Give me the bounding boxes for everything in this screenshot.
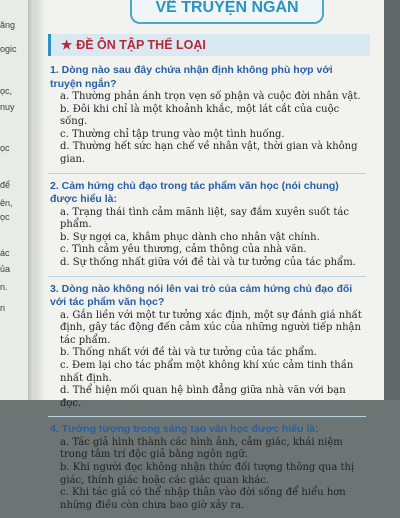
question-text: 2. Cảm hứng chủ đạo trong tác phẩm văn học (nói chung) được hiểu là: bbox=[50, 179, 339, 206]
left-page-text: ác bbox=[0, 248, 10, 258]
question-text: 1. Dòng nào sau đây chứa nhận định không phù hợp với truyện ngắn? bbox=[50, 64, 333, 90]
left-page-text: ogic bbox=[0, 44, 17, 54]
answer-option: c. Đem lại cho tác phẩm một không khí xúc cảm tinh thần nhất định. bbox=[60, 359, 354, 384]
section-title-bar bbox=[48, 34, 370, 56]
answer-option: b. Sự ngợi ca, khâm phục dành cho nhân vật chính. bbox=[60, 231, 320, 243]
left-page-text: ăng bbox=[0, 20, 16, 30]
answer-option: a. Gắn liền với một tư tưởng xác định, một sự đánh giá nhất định, gây tác động đến cảm xúc của những người tiếp nhận tác phẩm. bbox=[60, 309, 362, 346]
left-page-text: ọc bbox=[0, 143, 10, 153]
answer-option: d. Sự thống nhất giữa với đề tài và tư tưởng của tác phẩm. bbox=[60, 256, 356, 268]
answer-option: c. Khi tác giả có thể nhập thân vào đời sống để hiểu hơn những điều còn chưa bao giờ xảy ra. bbox=[60, 487, 346, 511]
section-title: ĐỀ ÔN TẬP THỂ LOẠI bbox=[76, 38, 206, 52]
left-page-text: n bbox=[0, 303, 6, 313]
divider bbox=[48, 416, 366, 417]
left-page-text: ọc bbox=[0, 212, 10, 222]
book-page bbox=[34, 0, 384, 511]
chapter-heading: VỀ TRUYỆN NGẮN bbox=[130, 0, 324, 24]
question-text: 4. Tưởng tượng trong sáng tạo văn học được hiểu là: bbox=[50, 423, 319, 436]
divider bbox=[48, 276, 366, 277]
left-page-text: n. bbox=[0, 282, 8, 292]
background-edge bbox=[384, 0, 400, 400]
answer-option: b. Thống nhất với đề tài và tư tưởng của tác phẩm. bbox=[60, 347, 317, 359]
question-block bbox=[48, 283, 366, 411]
answer-option: c. Tình cảm yêu thương, cảm thông của nhà văn. bbox=[60, 244, 307, 256]
left-page-text: để bbox=[0, 180, 11, 190]
question-block bbox=[48, 64, 366, 167]
answer-option: a. Thường phản ánh trọn vẹn số phận và cuộc đời nhân vật. bbox=[60, 91, 361, 102]
left-page-edge bbox=[0, 0, 30, 400]
answer-option: d. Thể hiện mối quan hệ bình đẳng giữa nhà văn với bạn đọc. bbox=[60, 385, 346, 409]
question-text: 3. Dòng nào không nói lên vai trò của cảm hứng chủ đạo đối với tác phẩm văn học? bbox=[50, 282, 353, 309]
question-list bbox=[48, 64, 366, 518]
star-icon: ★ bbox=[61, 38, 73, 52]
answer-option: d. Thường hết sức hạn chế về nhân vật, thời gian và không gian. bbox=[60, 141, 358, 165]
answer-option: c. Thường chỉ tập trung vào một tình huống. bbox=[60, 128, 285, 140]
answer-option: b. Khi người đọc không nhận thức đối tượng thông qua thị giác, thính giác hoặc các giác quan khác. bbox=[60, 461, 355, 486]
answer-option: a. Tác giả hình thành các hình ảnh, cảm giác, khái niệm trong tâm trí độc giả bằng ngôn ngữ. bbox=[60, 436, 343, 461]
divider bbox=[48, 173, 366, 174]
left-page-text: ên, bbox=[0, 198, 13, 208]
answer-option: a. Trạng thái tình cảm mãnh liệt, say đắm xuyên suốt tác phẩm. bbox=[60, 206, 349, 231]
answer-option: b. Đôi khi chỉ là một khoảnh khắc, một lát cắt của cuộc sống. bbox=[60, 103, 340, 128]
left-page-text: ọc, bbox=[0, 86, 13, 96]
left-page-text: nuy bbox=[0, 102, 15, 112]
question-block bbox=[48, 423, 366, 512]
left-page-text: ủa bbox=[0, 264, 11, 274]
question-block bbox=[48, 180, 366, 270]
